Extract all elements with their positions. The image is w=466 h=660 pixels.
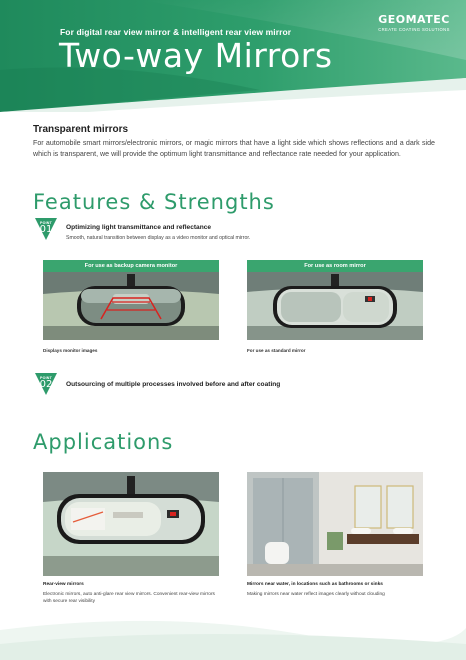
point-label: POINT [40, 221, 52, 225]
room-mirror-illustration [247, 272, 423, 340]
logo-name: GEOMATEC [378, 13, 450, 26]
backup-camera-mirror-illustration [43, 272, 219, 340]
company-logo [376, 13, 452, 32]
application-title-rear-view: Rear-view mirrors [43, 582, 84, 587]
header-banner [0, 0, 466, 112]
feature-bar-label: For use as room mirror [247, 260, 423, 272]
point-01-title: Optimizing light transmittance and reflectance [66, 224, 212, 231]
feature-caption-monitor: Displays monitor images [43, 348, 98, 353]
rear-view-mirror-photo [43, 472, 219, 576]
application-title-bathroom: Mirrors near water, in locations such as bathrooms or sinks [247, 582, 383, 587]
applications-heading: Applications [33, 430, 174, 454]
point-number: 01 [39, 224, 53, 235]
feature-bar-label: For use as backup camera monitor [43, 260, 219, 272]
page-title: Two-way Mirrors [59, 36, 333, 75]
logo-tagline: CREATE COATING SOLUTIONS [378, 27, 450, 32]
point-02-title: Outsourcing of multiple processes involved before and after coating [66, 381, 281, 388]
application-desc-bathroom: Making mirrors near water reflect images clearly without clouding [247, 592, 385, 597]
point-01-desc: Smooth, natural transition between display as a video monitor and optical mirror. [66, 235, 251, 241]
footer-wave [0, 600, 466, 660]
bathroom-mirror-photo [247, 472, 423, 576]
feature-image-backup-camera [43, 260, 219, 340]
point-01-badge [35, 218, 57, 240]
intro-heading: Transparent mirrors [33, 124, 129, 135]
header-subtitle: For digital rear view mirror & intelligent rear view mirror [60, 27, 292, 37]
point-02-badge [35, 373, 57, 395]
application-desc-rear-view: Electronic mirrors, auto anti-glare rear view mirrors. Convenient rear-view mirrors with secure rear visibility [43, 592, 215, 604]
intro-text: For automobile smart mirrors/electronic mirrors, or magic mirrors that have a light side which shows reflections and a dark side which is transparent, we will provide the optimum light transmittance and reflectance rate needed for your application. [33, 139, 435, 158]
feature-caption-standard: For use as standard mirror [247, 348, 306, 353]
features-heading: Features & Strengths [33, 190, 275, 214]
feature-image-room-mirror [247, 260, 423, 340]
point-number: 02 [39, 379, 53, 390]
application-image-bathroom [247, 472, 423, 576]
application-image-rear-view [43, 472, 219, 576]
point-label: POINT [40, 376, 52, 380]
